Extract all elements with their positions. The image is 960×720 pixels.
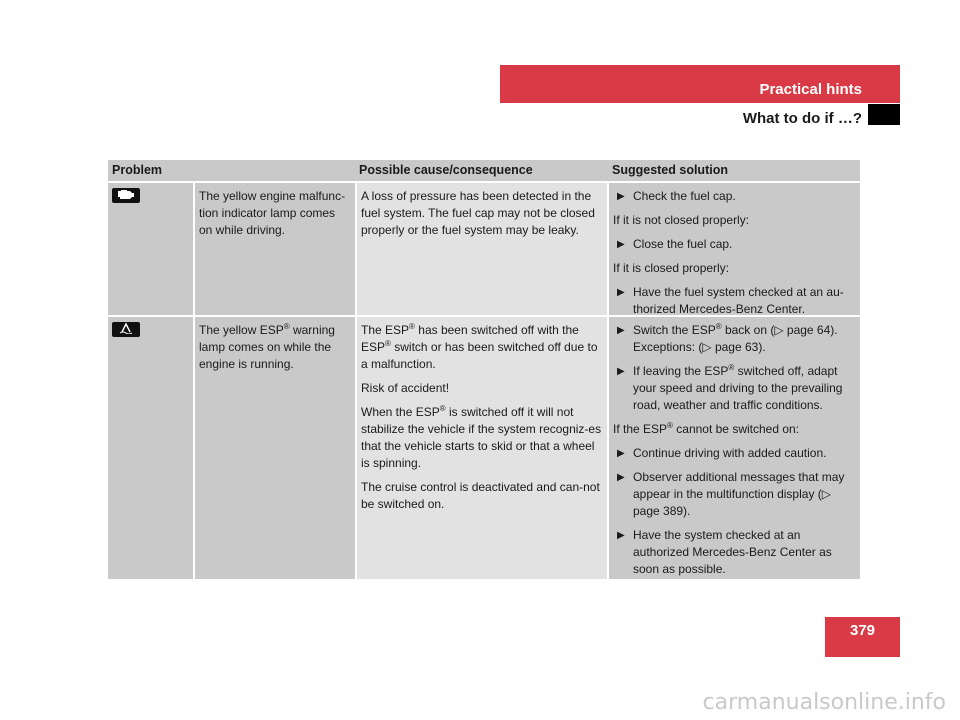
problem-cell: The yellow engine malfunc-tion indicator lamp comes on while driving.: [195, 183, 355, 315]
text-fragment: If leaving the ESP: [633, 364, 729, 378]
cause-text: The cruise control is deactivated and can-not be switched on.: [361, 480, 600, 511]
step-text: [633, 363, 856, 414]
engine-glyph: [116, 188, 136, 200]
text-fragment: Switch the ESP: [633, 323, 716, 337]
registered-mark: ®: [409, 322, 415, 331]
registered-mark: ®: [283, 322, 290, 331]
text-fragment: back on (: [721, 323, 775, 337]
text-fragment: switch or has been switched off due to a malfunction.: [361, 340, 598, 371]
cause-text: Risk of accident!: [361, 381, 450, 395]
cause-cell: [357, 317, 607, 579]
registered-mark: ®: [439, 404, 446, 413]
bullet-icon: ▶: [617, 325, 625, 336]
step-text: Have the fuel system checked at an au-thorized Mercedes-Benz Center.: [633, 285, 844, 316]
icon-cell: [108, 317, 193, 579]
bullet-icon: ▶: [617, 366, 625, 377]
esp-glyph: [116, 322, 136, 334]
page-ref-icon: ▷: [774, 323, 784, 337]
header-band: [500, 65, 900, 103]
solution-cell: [609, 317, 860, 579]
solution-step: [613, 363, 856, 414]
watermark: carmanualsonline.info: [702, 690, 946, 715]
engine-malfunction-icon: [112, 188, 140, 203]
text-fragment: The ESP: [361, 323, 410, 337]
esp-warning-icon: [112, 322, 140, 337]
column-header-problem: Problem: [112, 163, 163, 177]
text-fragment: has been switched off with the ESP: [361, 323, 579, 354]
table-row: [108, 183, 860, 315]
page-ref-icon: ▷: [702, 340, 712, 354]
problem-text: The yellow ESP: [199, 323, 284, 337]
registered-mark: ®: [667, 421, 673, 430]
step-text: [633, 322, 856, 356]
step-text: Have the system checked at an authorized Mercedes-Benz Center as soon as possible.: [633, 528, 832, 576]
text-fragment: When the ESP: [361, 405, 440, 419]
problem-text: warning lamp comes on while the engine is running.: [199, 323, 335, 371]
cause-text: [361, 322, 603, 373]
text-fragment: page 63).: [711, 340, 766, 354]
solution-step: [613, 469, 856, 520]
solution-note: [613, 421, 856, 438]
text-fragment: cannot be switched on:: [672, 422, 800, 436]
problem-cell: [195, 317, 355, 579]
text-fragment: page 64). Exceptions: (: [633, 323, 838, 354]
step-text: [633, 469, 856, 520]
registered-mark: ®: [385, 339, 391, 348]
section-title: Practical hints: [759, 81, 862, 98]
solution-step: [613, 284, 856, 318]
text-fragment: switched off, adapt your speed and driving to the prevailing road, weather and traffic conditions.: [633, 364, 843, 412]
registered-mark: ®: [728, 363, 735, 372]
bullet-icon: ▶: [617, 530, 625, 541]
bullet-icon: ▶: [617, 448, 625, 459]
page-number: 379: [825, 617, 900, 657]
solution-step: [613, 188, 856, 205]
step-text: Continue driving with added caution.: [633, 446, 827, 460]
text-fragment: If the ESP: [613, 422, 668, 436]
cause-text: [361, 404, 603, 472]
solution-note: If it is not closed properly:: [613, 213, 750, 227]
solution-note: If it is closed properly:: [613, 261, 730, 275]
column-header-solution: Suggested solution: [612, 163, 728, 177]
text-fragment: page 389).: [633, 504, 691, 518]
cause-cell: [357, 183, 607, 315]
registered-mark: ®: [715, 322, 722, 331]
page-ref-icon: ▷: [821, 487, 832, 501]
header-tab-marker: [868, 104, 900, 125]
solution-step: [613, 527, 856, 578]
cause-text: A loss of pressure has been detected in the fuel system. The fuel cap may not be closed properly or the fuel system may be leaky.: [361, 189, 595, 237]
troubleshooting-table: [108, 160, 860, 579]
step-text: Close the fuel cap.: [633, 237, 733, 251]
bullet-icon: ▶: [617, 191, 625, 202]
bullet-icon: ▶: [617, 472, 625, 483]
solution-step: [613, 322, 856, 356]
table-row: [108, 317, 860, 579]
solution-step: [613, 236, 856, 253]
section-subtitle: What to do if …?: [742, 110, 862, 127]
step-text: Check the fuel cap.: [633, 189, 736, 203]
text-fragment: is switched off it will not stabilize the vehicle if the system recogniz-es that the vehicle starts to skid or that a wheel is spinning.: [361, 405, 602, 470]
bullet-icon: ▶: [617, 239, 625, 250]
text-fragment: Observer additional messages that may appear in the multifunction display (: [633, 470, 845, 501]
bullet-icon: ▶: [617, 287, 625, 298]
solution-step: [613, 445, 856, 462]
table-header: [108, 160, 860, 181]
icon-cell: [108, 183, 193, 315]
column-header-cause: Possible cause/consequence: [359, 163, 533, 177]
solution-cell: [609, 183, 860, 315]
